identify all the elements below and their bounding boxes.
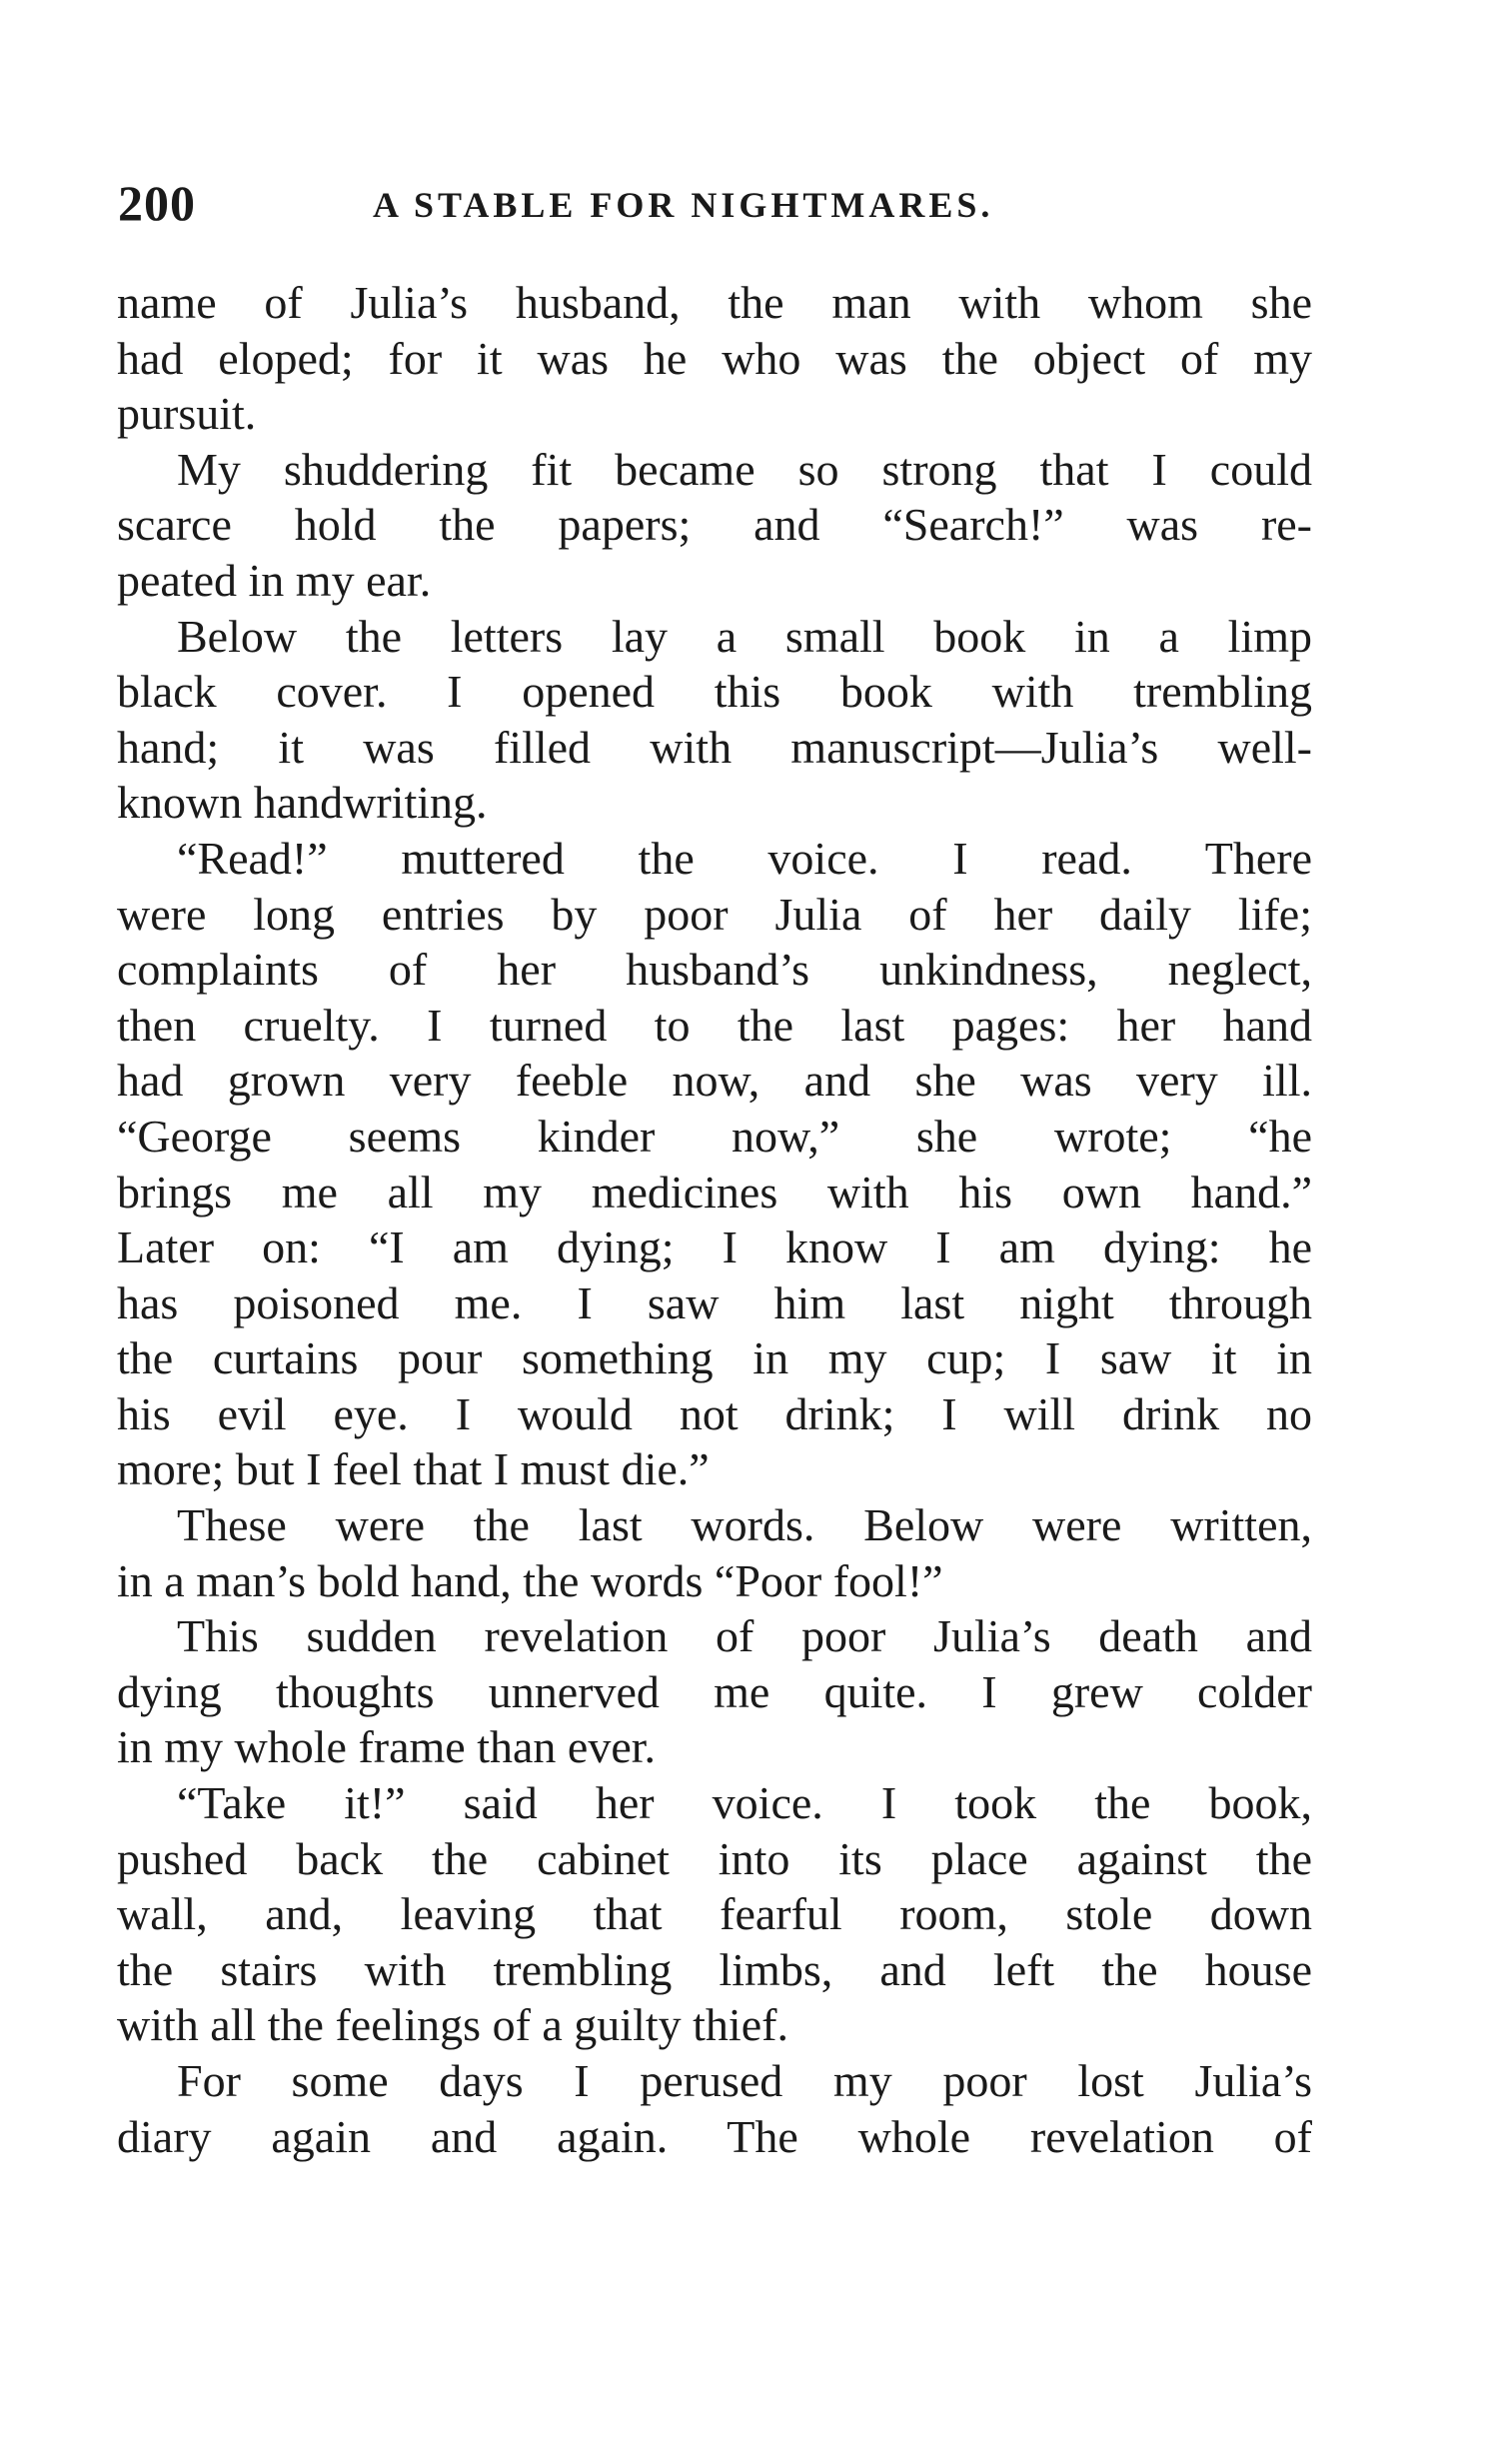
text-line: complaints of her husband’s unkindness, neglect, (117, 944, 1312, 996)
text-line: more; but I feel that I must die.” (117, 1443, 710, 1495)
text-line: known handwriting. (117, 777, 488, 829)
running-title: A STABLE FOR NIGHTMARES. (373, 185, 994, 225)
text-line: Below the letters lay a small book in a limp (177, 610, 1312, 662)
text-line: This sudden revelation of poor Julia’s death and (177, 1610, 1312, 1662)
text-line: “George seems kinder now,” she wrote; “he (117, 1110, 1312, 1162)
text-line: scarce hold the papers; and “Search!” was re- (117, 499, 1312, 551)
running-head (118, 174, 1317, 234)
text-line: had grown very feeble now, and she was very ill. (117, 1055, 1312, 1107)
text-line: Later on: “I am dying; I know I am dying: he (117, 1222, 1312, 1273)
text-line: peated in my ear. (117, 554, 432, 606)
text-line: black cover. I opened this book with trembling (117, 666, 1312, 718)
text-line: My shuddering fit became so strong that I could (177, 443, 1312, 495)
text-line: then cruelty. I turned to the last pages: her hand (117, 999, 1312, 1051)
text-line: brings me all my medicines with his own hand.” (117, 1166, 1312, 1218)
text-line: “Take it!” said her voice. I took the book, (177, 1777, 1312, 1829)
text-line: had eloped; for it was he who was the object of my (117, 332, 1312, 384)
text-line: in my whole frame than ever. (117, 1721, 657, 1773)
text-line: dying thoughts unnerved me quite. I grew colder (117, 1665, 1312, 1717)
page-number: 200 (118, 175, 196, 231)
text-line: For some days I perused my poor lost Julia’s (177, 2055, 1312, 2106)
text-line: name of Julia’s husband, the man with whom she (117, 277, 1312, 328)
text-line: diary again and again. The whole revelation of (117, 2110, 1312, 2162)
text-line: with all the feelings of a guilty thief. (117, 1999, 788, 2051)
body-text (117, 275, 1312, 2164)
text-line: wall, and, leaving that fearful room, stole down (117, 1888, 1312, 1940)
text-line: These were the last words. Below were written, (177, 1499, 1312, 1551)
text-line: has poisoned me. I saw him last night through (117, 1276, 1312, 1328)
text-line: his evil eye. I would not drink; I will drink no (117, 1387, 1312, 1439)
text-line: the stairs with trembling limbs, and left the house (117, 1943, 1312, 1995)
text-line: pursuit. (117, 388, 257, 440)
text-line: in a man’s bold hand, the words “Poor fool!” (117, 1554, 943, 1606)
text-line: the curtains pour something in my cup; I saw it in (117, 1332, 1312, 1384)
text-line: were long entries by poor Julia of her daily life; (117, 888, 1312, 940)
text-line: “Read!” muttered the voice. I read. There (177, 832, 1312, 884)
text-line: pushed back the cabinet into its place against the (117, 1832, 1312, 1884)
text-line: hand; it was filled with manuscript—Julia’s well- (117, 721, 1312, 773)
